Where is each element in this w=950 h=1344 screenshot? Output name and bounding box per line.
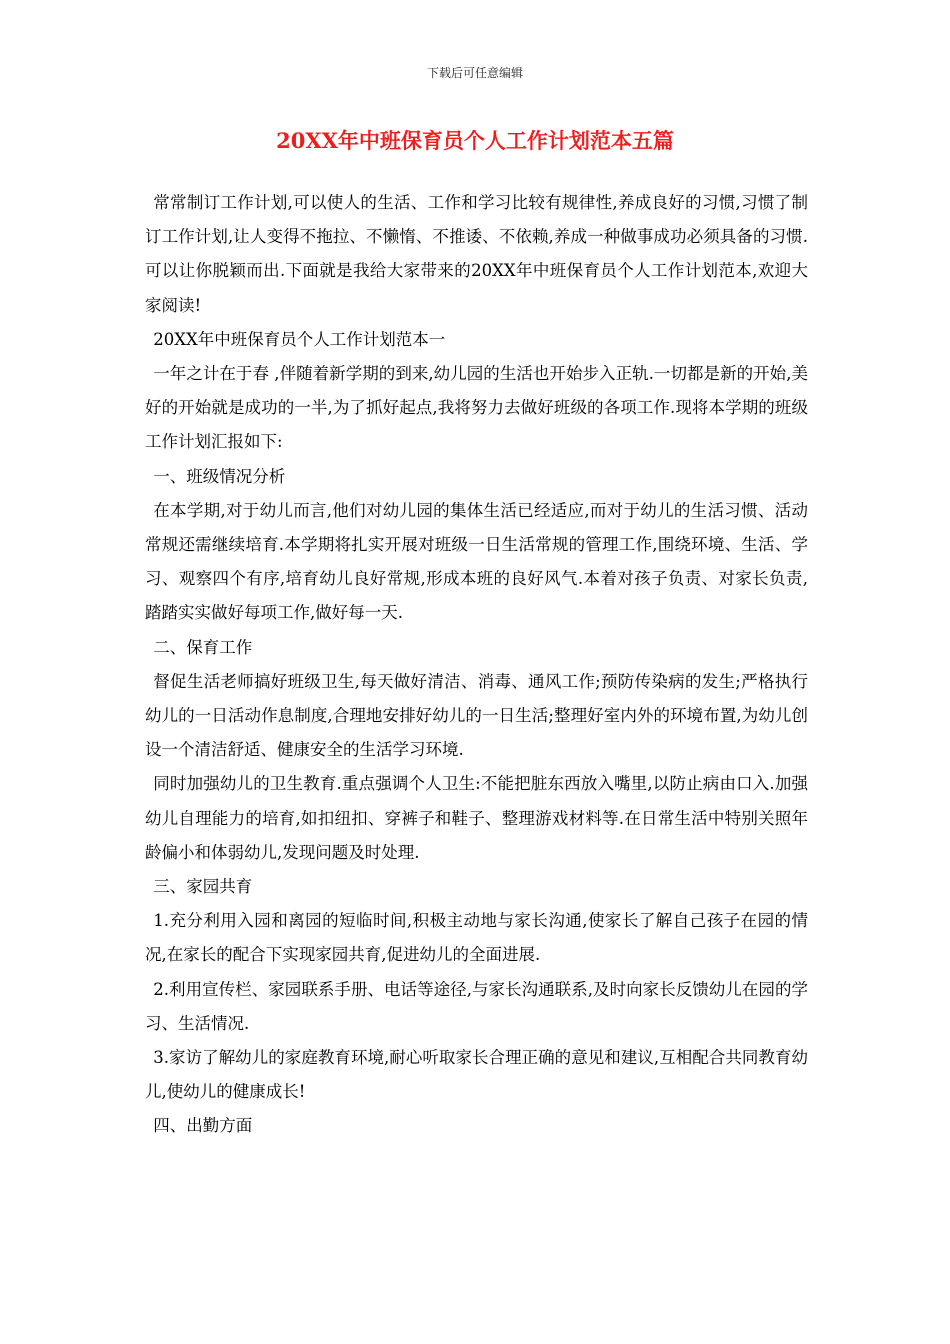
paragraph-intro: 常常制订工作计划,可以使人的生活、工作和学习比较有规律性,养成良好的习惯,习惯了制订工作计划,让人变得不拖拉、不懒惰、不推诿、不依赖,养成一种做事成功必须具备的习惯.可以让你脱颖而出.下面就是我给大家带来的20XX年中班保育员个人工作计划范本,欢迎大家阅读! (145, 193, 808, 315)
list-item-home-school-2: 2.利用宣传栏、家园联系手册、电话等途径,与家长沟通联系,及时向家长反馈幼儿在园的学习、生活情况. (145, 979, 808, 1033)
paragraph-care-work-1: 督促生活老师搞好班级卫生,每天做好清洁、消毒、通风工作;预防传染病的发生;严格执行幼儿的一日活动作息制度,合理地安排好幼儿的一日生活;整理好室内外的环境布置,为幼儿创设一个清洁舒适、健康安全的生活学习环境. (145, 671, 808, 760)
section-heading-attendance: 四、出勤方面 (153, 1116, 253, 1136)
list-item-home-school-1: 1.充分利用入园和离园的短临时间,积极主动地与家长沟通,使家长了解自己孩子在园的情况,在家长的配合下实现家园共育,促进幼儿的全面进展. (145, 911, 808, 965)
header-note: 下载后可任意编辑 (426, 66, 523, 80)
section-heading-plan-one: 20XX年中班保育员个人工作计划范本一 (153, 329, 446, 349)
section-heading-care-work: 二、保育工作 (153, 637, 253, 657)
section-heading-home-school: 三、家园共育 (153, 877, 253, 897)
paragraph-care-work-2: 同时加强幼儿的卫生教育.重点强调个人卫生:不能把脏东西放入嘴里,以防止病由口入.加强幼儿自理能力的培育,如扣纽扣、穿裤子和鞋子、整理游戏材料等.在日常生活中特别关照年龄偏小和体弱幼儿,发现问题及时处理. (145, 774, 808, 862)
document-title: 20XX年中班保育员个人工作计划范本五篇 (276, 128, 674, 153)
section-heading-class-analysis: 一、班级情况分析 (153, 466, 286, 486)
list-item-home-school-3: 3.家访了解幼儿的家庭教育环境,耐心听取家长合理正确的意见和建议,互相配合共同教育幼儿,使幼儿的健康成长! (145, 1048, 808, 1102)
paragraph-class-analysis: 在本学期,对于幼儿而言,他们对幼儿园的集体生活已经适应,而对于幼儿的生活习惯、活动常规还需继续培育.本学期将扎实开展对班级一日生活常规的管理工作,围绕环境、生活、学习、观察四个有序,培育幼儿良好常规,形成本班的良好风气.本着对孩子负责、对家长负责,踏踏实实做好每项工作,做好每一天. (145, 500, 808, 623)
paragraph-opening: 一年之计在于春 ,伴随着新学期的到来,幼儿园的生活也开始步入正轨.一切都是新的开始,美好的开始就是成功的一半,为了抓好起点,我将努力去做好班级的各项工作.现将本学期的班级工作计划汇报如下: (145, 364, 808, 452)
document-body (145, 186, 808, 1144)
